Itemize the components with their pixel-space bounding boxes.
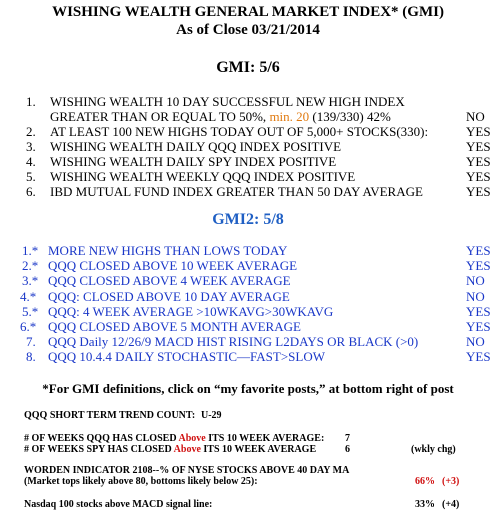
gmi-item-1-line2: [50, 109, 391, 125]
gmi-item-6-answer: YES: [466, 184, 491, 199]
qqq-weeks-label: [24, 433, 324, 444]
gmi-item-1-text-c: (139/330) 42%: [309, 109, 391, 124]
gmi-item-4-answer: YES: [466, 154, 491, 169]
gmi-item-5-answer: YES: [466, 169, 491, 184]
gmi2-item-2-num: 2.*: [22, 258, 39, 273]
definitions-note: *For GMI definitions, click on “my favorite posts,” at bottom right of post: [42, 381, 454, 396]
gmi-item-3-num: 3.: [26, 139, 36, 154]
gmi2-item-6-num: 6.*: [20, 319, 37, 334]
trend-count-value: U-29: [201, 410, 222, 421]
worden-value: 66%: [415, 476, 435, 487]
qqq-weeks-above: Above: [178, 433, 206, 444]
gmi2-item-5-num: 5.*: [22, 304, 39, 319]
trend-count-label: QQQ SHORT TERM TREND COUNT:: [24, 410, 196, 421]
gmi2-item-1-answer: YES: [466, 243, 491, 258]
worden-label: WORDEN INDICATOR 2108--% OF NYSE STOCKS ABOVE 40 DAY MA: [24, 465, 350, 476]
gmi-item-2-num: 2.: [26, 124, 36, 139]
gmi2-item-1-num: 1.*: [22, 243, 39, 258]
gmi2-item-6-answer: YES: [466, 319, 491, 334]
gmi2-item-2-answer: YES: [466, 258, 491, 273]
gmi-item-2-answer: YES: [466, 124, 491, 139]
gmi2-item-7-num: 7.: [26, 334, 36, 349]
gmi2-item-4-answer: NO: [466, 289, 485, 304]
spy-weeks-text-b: ITS 10 WEEK AVERAGE: [200, 444, 317, 455]
gmi2-item-3-num: 3.*: [22, 273, 39, 288]
gmi-item-1-line1: WISHING WEALTH 10 DAY SUCCESSFUL NEW HIGH INDEX: [50, 94, 405, 109]
gmi-item-5-text: WISHING WEALTH WEEKLY QQQ INDEX POSITIVE: [50, 169, 356, 184]
gmi-item-6-text: IBD MUTUAL FUND INDEX GREATER THAN 50 DAY AVERAGE: [50, 184, 423, 199]
gmi-item-1-num: 1.: [26, 94, 36, 109]
worden-change: (+3): [442, 476, 460, 487]
gmi-item-1-text-a: GREATER THAN OR EQUAL TO 50%,: [50, 109, 270, 124]
gmi-heading: GMI: 5/6: [216, 59, 280, 76]
worden-sub: (Market tops likely above 80, bottoms likely below 25):: [24, 476, 258, 487]
gmi-item-1-min: min. 20: [269, 109, 310, 124]
spy-weeks-above: Above: [173, 444, 201, 455]
gmi2-item-8-text: QQQ 10.4.4 DAILY STOCHASTIC—FAST>SLOW: [48, 349, 325, 364]
qqq-weeks-value: 7: [345, 433, 350, 444]
gmi2-item-5-text: QQQ: 4 WEEK AVERAGE >10WKAVG>30WKAVG: [48, 304, 334, 319]
gmi-item-3-answer: YES: [466, 139, 491, 154]
page-subtitle: As of Close 03/21/2014: [176, 22, 320, 38]
nasdaq-change: (+4): [442, 499, 460, 510]
gmi2-item-8-num: 8.: [26, 349, 36, 364]
weekly-change-label: (wkly chg): [411, 444, 456, 455]
gmi2-item-3-text: QQQ CLOSED ABOVE 4 WEEK AVERAGE: [48, 273, 291, 288]
gmi2-item-7-answer: NO: [466, 334, 485, 349]
gmi2-item-7-text: QQQ Daily 12/26/9 MACD HIST RISING L2DAYS OR BLACK (>0): [48, 334, 419, 349]
gmi2-heading: GMI2: 5/8: [212, 211, 284, 228]
spy-weeks-value: 6: [345, 444, 350, 455]
gmi2-item-3-answer: NO: [466, 273, 485, 288]
spy-weeks-text-a: # OF WEEKS SPY HAS CLOSED: [24, 444, 174, 455]
gmi-item-3-text: WISHING WEALTH DAILY QQQ INDEX POSITIVE: [50, 139, 342, 154]
nasdaq-value: 33%: [415, 499, 435, 510]
gmi2-item-4-num: 4.*: [20, 289, 37, 304]
gmi2-item-1-text: MORE NEW HIGHS THAN LOWS TODAY: [48, 243, 288, 258]
qqq-weeks-text-b: ITS 10 WEEK AVERAGE:: [205, 433, 325, 444]
gmi-item-4-num: 4.: [26, 154, 36, 169]
gmi-item-2-text: AT LEAST 100 NEW HIGHS TODAY OUT OF 5,000+ STOCKS(330):: [50, 124, 429, 139]
gmi-item-6-num: 6.: [26, 184, 36, 199]
gmi-item-5-num: 5.: [26, 169, 36, 184]
gmi2-item-6-text: QQQ CLOSED ABOVE 5 MONTH AVERAGE: [48, 319, 301, 334]
nasdaq-label: Nasdaq 100 stocks above MACD signal line:: [24, 499, 213, 510]
qqq-weeks-text-a: # OF WEEKS QQQ HAS CLOSED: [24, 433, 179, 444]
gmi2-item-2-text: QQQ CLOSED ABOVE 10 WEEK AVERAGE: [48, 258, 298, 273]
gmi2-item-5-answer: YES: [466, 304, 491, 319]
spy-weeks-label: [24, 444, 316, 455]
gmi-item-1-answer: NO: [466, 109, 485, 124]
gmi2-item-8-answer: YES: [466, 349, 491, 364]
gmi2-item-4-text: QQQ: CLOSED ABOVE 10 DAY AVERAGE: [48, 289, 290, 304]
page-title: WISHING WEALTH GENERAL MARKET INDEX* (GMI): [52, 4, 444, 20]
gmi-item-4-text: WISHING WEALTH DAILY SPY INDEX POSITIVE: [50, 154, 337, 169]
